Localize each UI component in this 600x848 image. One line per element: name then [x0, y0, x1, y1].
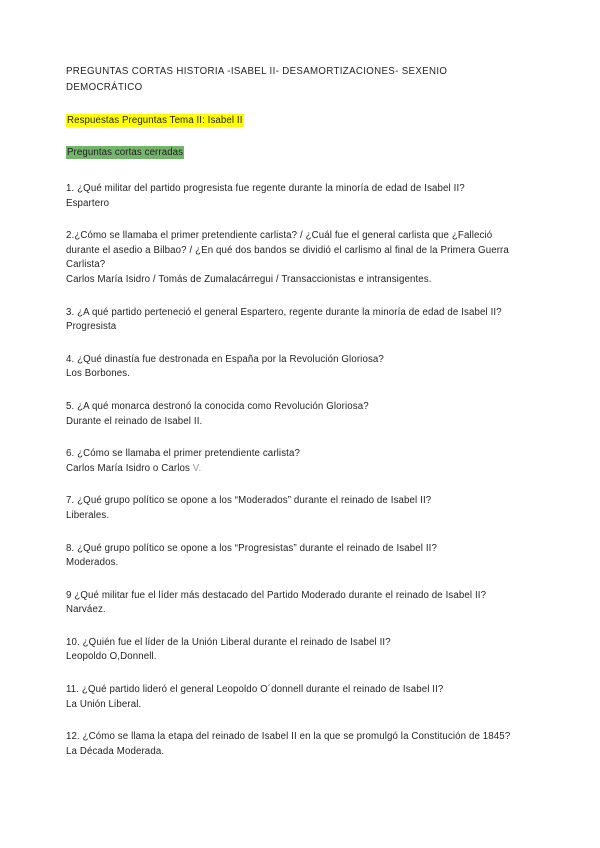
- question-text: 7. ¿Qué grupo político se opone a los “Moderados” durante el reinado de Isabel II?: [66, 495, 432, 507]
- subtitle-line: [66, 114, 540, 128]
- qa-list: [66, 182, 540, 759]
- answer-text: Narváez.: [66, 604, 106, 616]
- answer-text: [66, 462, 518, 477]
- answer-text: Progresista: [66, 321, 117, 333]
- answer-text: Moderados.: [66, 557, 119, 569]
- question-text: 2.¿Cómo se llamaba el primer pretendiente carlista? / ¿Cuál fue el general carlista que ¿Falleció durante el asedio a Bilbao? / ¿En qué dos bandos se dividió el carlismo al final de la Primera Guerra Carlista?: [66, 230, 509, 271]
- qa-block: [66, 589, 540, 618]
- qa-block: [66, 447, 540, 476]
- qa-block: [66, 306, 540, 335]
- section-heading-highlight: Preguntas cortas cerradas: [67, 147, 184, 158]
- question-text: 12. ¿Cómo se llama la etapa del reinado de Isabel II en la que se promulgó la Constitución de 1845?: [66, 731, 511, 743]
- question-text: 10. ¿Quién fue el líder de la Unión Liberal durante el reinado de Isabel II?: [66, 636, 391, 648]
- qa-block: [66, 400, 540, 429]
- answer-text: Durante el reinado de Isabel II.: [66, 415, 203, 427]
- answer-text: La Unión Liberal.: [66, 698, 142, 710]
- qa-block: [66, 542, 540, 571]
- qa-block: [66, 636, 540, 665]
- qa-block: [66, 730, 540, 759]
- qa-block: [66, 182, 540, 211]
- question-text: 4. ¿Qué dinastía fue destronada en España por la Revolución Gloriosa?: [66, 353, 384, 365]
- qa-block: [66, 683, 540, 712]
- answer-text: Leopoldo O,Donnell.: [66, 651, 157, 663]
- answer-text: Los Borbones.: [66, 368, 131, 380]
- question-text: 1. ¿Qué militar del partido progresista fue regente durante la minoría de edad de Isabel II?: [66, 183, 465, 194]
- qa-block: [66, 229, 540, 287]
- question-text: 8. ¿Qué grupo político se opone a los “Progresistas” durante el reinado de Isabel II?: [66, 542, 438, 554]
- question-text: 5. ¿A qué monarca destronó la conocida como Revolución Gloriosa?: [66, 400, 369, 412]
- answer-text: Carlos María Isidro / Tomás de Zumalacárregui / Transaccionistas e intransigentes.: [66, 273, 432, 285]
- question-text: 3. ¿A qué partido perteneció el general Espartero, regente durante la minoría de edad de Isabel II?: [66, 306, 502, 318]
- question-text: 6. ¿Cómo se llamaba el primer pretendiente carlista?: [66, 448, 301, 460]
- answer-text: Liberales.: [66, 509, 110, 521]
- answer-text: Espartero: [66, 197, 110, 209]
- document-title: PREGUNTAS CORTAS HISTORIA -ISABEL II- DESAMORTIZACIONES- SEXENIO DEMOCRÁTICO: [66, 66, 448, 93]
- question-text: 11. ¿Qué partido lideró el general Leopoldo O´donnell durante el reinado de Isabel II?: [66, 684, 444, 696]
- answer-text-main: Carlos María Isidro o Carlos: [66, 462, 193, 474]
- subtitle-highlight: Respuestas Preguntas Tema II: Isabel II: [67, 115, 243, 126]
- question-text: 9 ¿Qué militar fue el líder más destacado del Partido Moderado durante el reinado de Isabel II?: [66, 589, 487, 601]
- qa-block: [66, 494, 540, 523]
- section-heading-line: [66, 146, 540, 160]
- answer-text: La Década Moderada.: [66, 745, 165, 757]
- qa-block: [66, 353, 540, 382]
- answer-text-faded: V.: [192, 462, 202, 474]
